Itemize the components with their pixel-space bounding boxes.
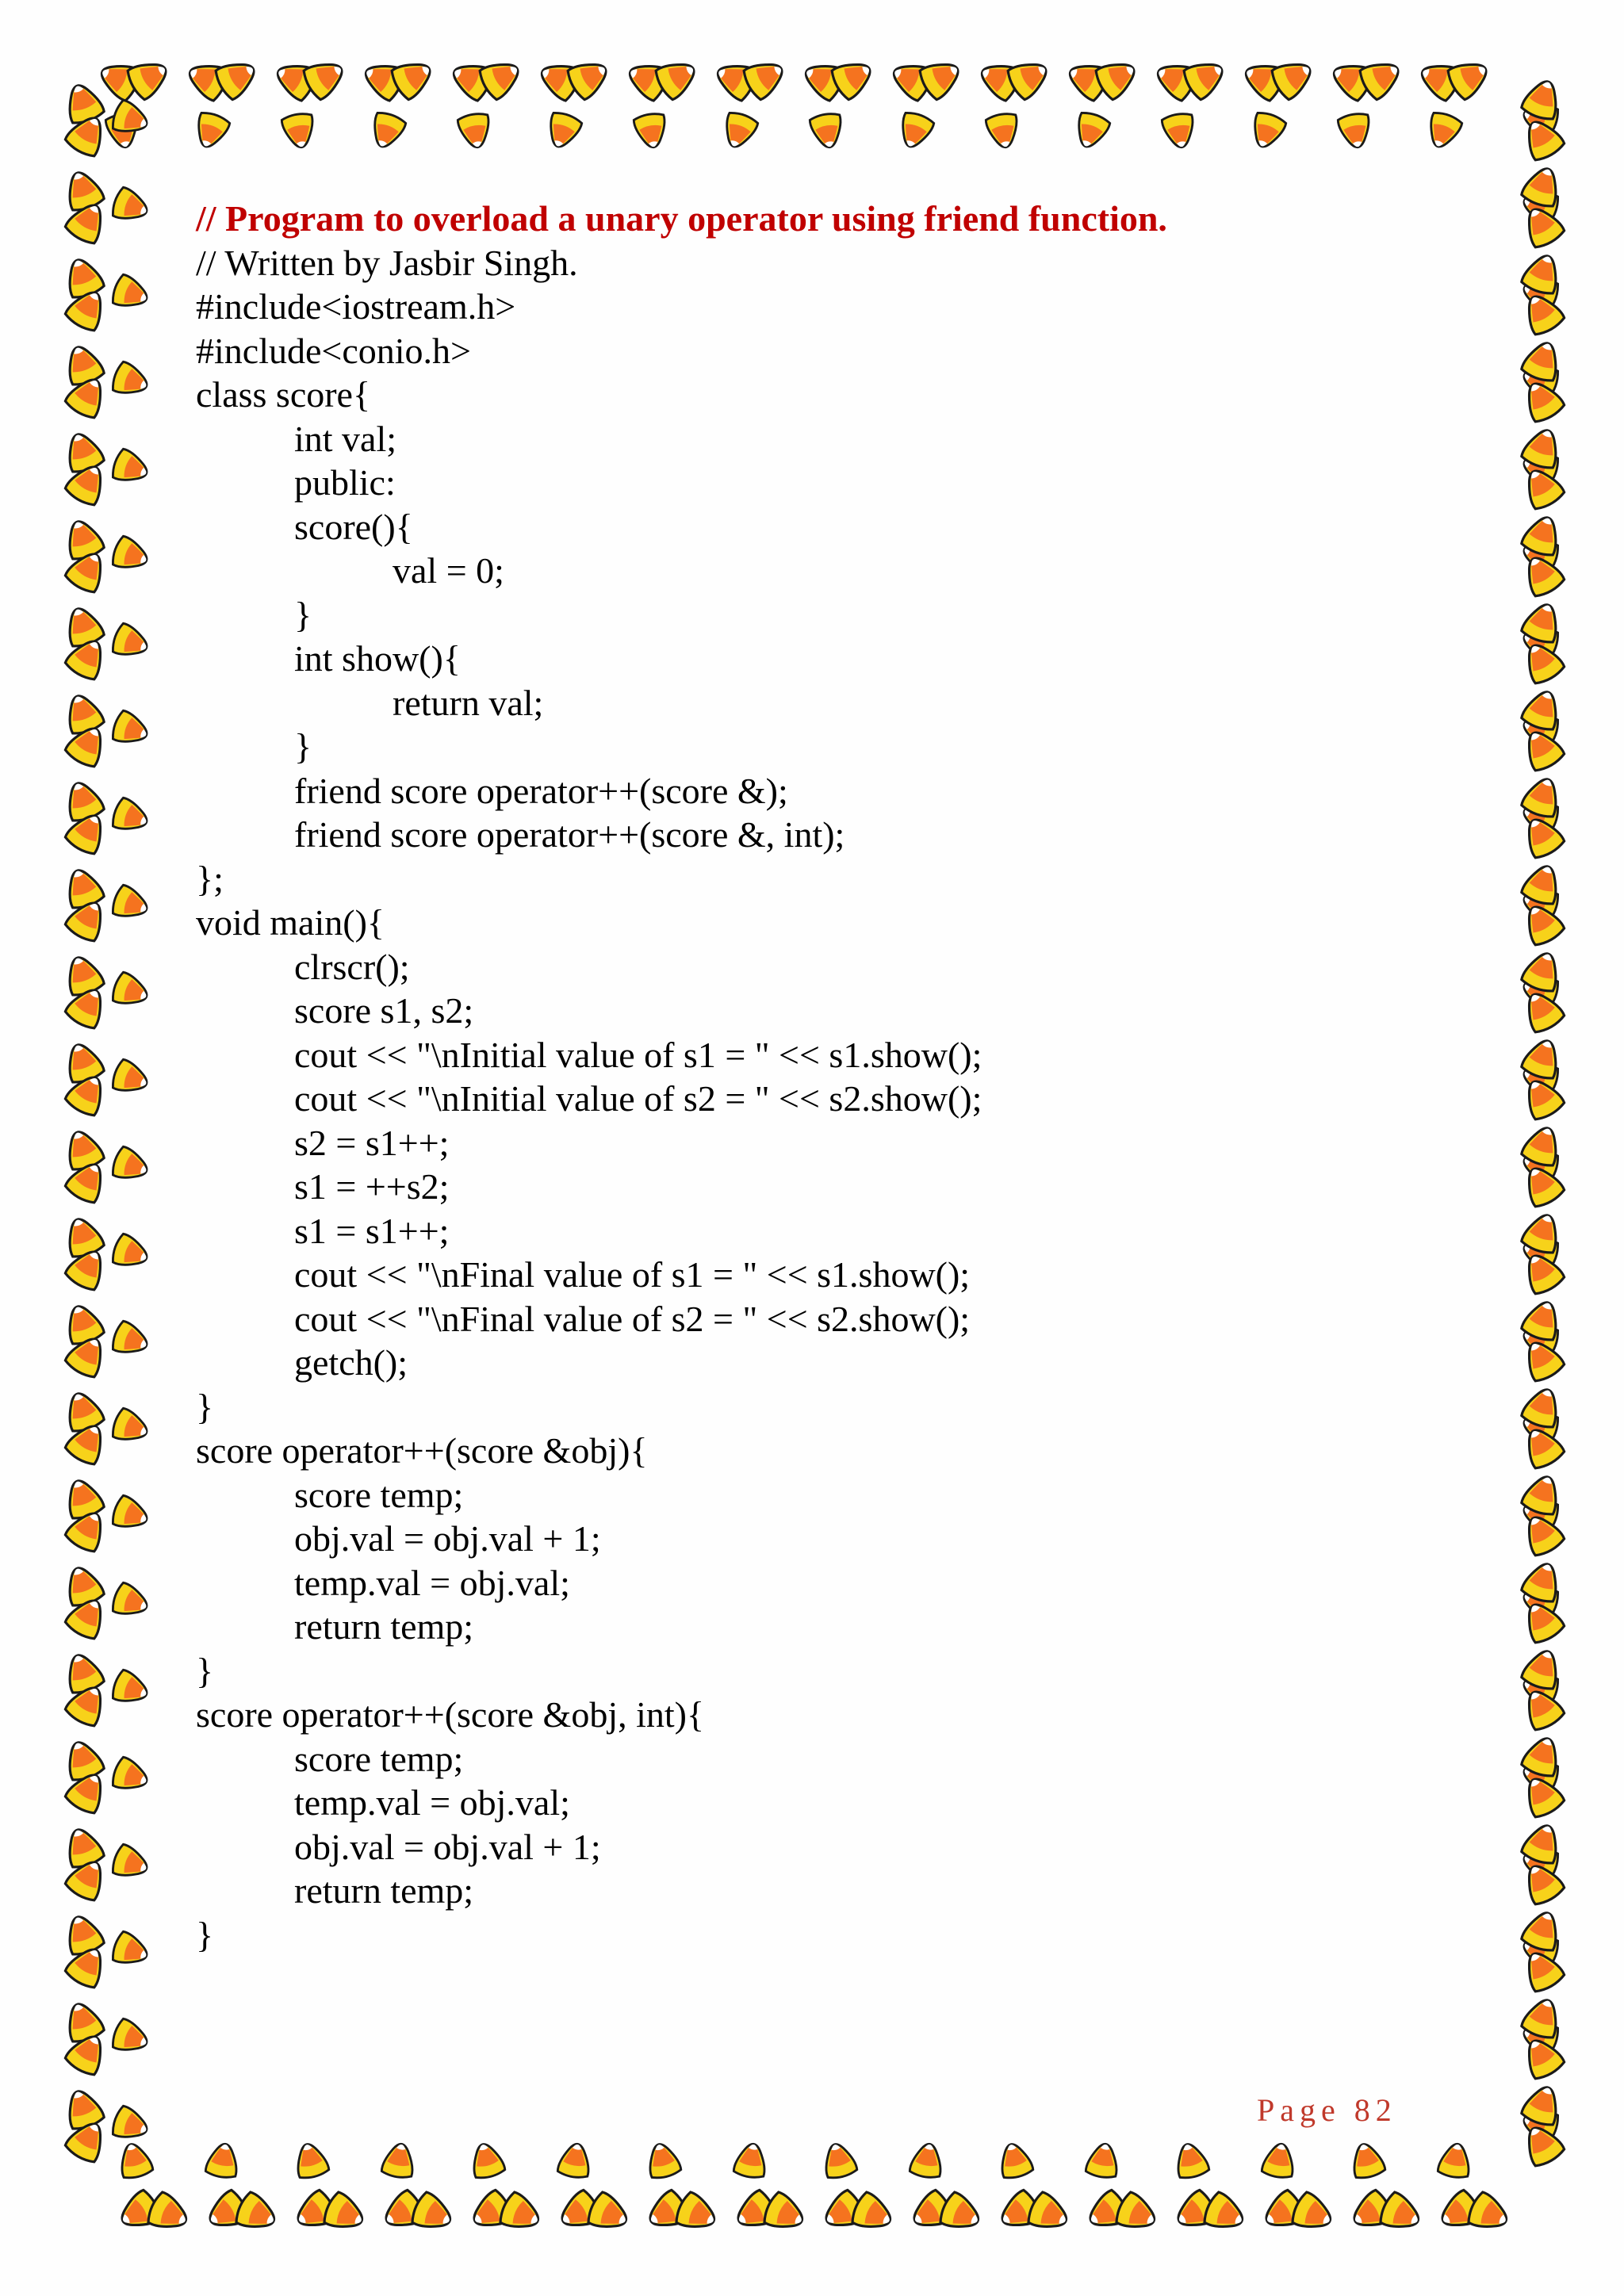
candy-corn-icon <box>1085 2141 1120 2179</box>
candy-corn-icon <box>1261 2141 1297 2179</box>
candy-corn-icon <box>61 1039 105 1085</box>
candy-corn-icon <box>110 1669 151 1709</box>
candy-corn-icon <box>61 691 105 737</box>
code-line: score temp; <box>294 1738 464 1779</box>
candy-corn-icon <box>61 80 105 126</box>
candy-corn-icon <box>820 2141 858 2180</box>
code-line: cout << "\nFinal value of s1 = " << s1.show(); <box>294 1254 971 1295</box>
candy-corn-icon <box>110 971 151 1012</box>
candy-corn-icon <box>1437 2141 1473 2179</box>
candy-corn-icon <box>110 535 151 576</box>
candy-corn-icon <box>809 112 845 150</box>
candy-corn-icon <box>61 1737 105 1783</box>
code-line: score operator++(score &obj, int){ <box>196 1694 705 1735</box>
candy-corn-icon <box>1172 2141 1210 2180</box>
code-line: void main(){ <box>196 902 385 943</box>
candy-corn-icon <box>205 2141 240 2179</box>
page-number: Page 82 <box>1257 2092 1397 2128</box>
code-line: } <box>294 594 312 635</box>
candy-corn-icon <box>110 797 151 837</box>
candy-corn-icon <box>110 1320 151 1360</box>
candy-corn-icon <box>110 186 151 227</box>
code-line: return temp; <box>294 1606 474 1647</box>
code-line: friend score operator++(score &); <box>294 770 788 811</box>
candy-corn-icon <box>281 112 316 150</box>
code-line: } <box>196 1914 214 1955</box>
candy-corn-icon <box>110 1582 151 1622</box>
code-line: s1 = ++s2; <box>294 1166 450 1207</box>
candy-corn-icon <box>985 112 1021 150</box>
code-line: #include<conio.h> <box>196 330 471 371</box>
candy-corn-icon <box>367 110 408 151</box>
code-line: cout << "\nInitial value of s1 = " << s1.show(); <box>294 1034 982 1075</box>
candy-corn-icon <box>110 1233 151 1273</box>
candy-corn-icon <box>110 884 151 924</box>
candy-corn-icon <box>110 1494 151 1535</box>
candy-corn-icon <box>110 2018 151 2058</box>
code-line: getch(); <box>294 1342 408 1383</box>
code-line: score operator++(score &obj){ <box>196 1430 648 1471</box>
candy-corn-icon <box>909 2141 944 2179</box>
candy-corn-icon <box>543 110 584 151</box>
code-line: cout << "\nInitial value of s2 = " << s2.show(); <box>294 1078 982 1119</box>
candy-corn-icon <box>61 167 105 213</box>
candy-corn-icon <box>557 2141 592 2179</box>
candy-corn-icon <box>110 361 151 401</box>
candy-corn-icon <box>110 274 151 314</box>
candy-corn-icon <box>468 2141 506 2180</box>
document-title: // Program to overload a unary operator using friend function. <box>196 198 1167 239</box>
candy-corn-icon <box>61 1824 105 1870</box>
candy-corn-icon <box>61 1563 105 1609</box>
candy-corn-icon <box>110 1407 151 1448</box>
candy-corn-icon <box>1247 110 1288 151</box>
code-line: score s1, s2; <box>294 990 474 1031</box>
candy-corn-icon <box>61 952 105 998</box>
candy-corn-icon <box>61 1650 105 1696</box>
candy-corn-icon <box>61 1388 105 1434</box>
code-line: s1 = s1++; <box>294 1210 450 1251</box>
candy-corn-icon <box>61 1999 105 2045</box>
candy-corn-icon <box>110 1756 151 1797</box>
candy-corn-icon <box>110 1843 151 1884</box>
code-line: }; <box>196 858 224 899</box>
code-line: int show(){ <box>294 638 461 679</box>
candy-corn-icon <box>996 2141 1034 2180</box>
candy-corn-icon <box>61 778 105 824</box>
code-line: #include<iostream.h> <box>196 286 516 327</box>
code-line: class score{ <box>196 374 371 415</box>
code-line: } <box>196 1386 214 1427</box>
candy-corn-icon <box>61 1911 105 1957</box>
code-line: friend score operator++(score &, int); <box>294 814 845 855</box>
code-line: } <box>294 726 312 767</box>
code-line: val = 0; <box>393 550 504 591</box>
candy-corn-icon <box>61 1301 105 1347</box>
code-listing <box>196 197 1465 1957</box>
code-line: cout << "\nFinal value of s2 = " << s2.show(); <box>294 1298 971 1339</box>
code-line: score temp; <box>294 1474 464 1515</box>
code-line: int val; <box>294 418 397 459</box>
candy-corn-icon <box>110 622 151 663</box>
candy-corn-icon <box>633 112 668 150</box>
candy-corn-icon <box>1161 112 1197 150</box>
candy-corn-icon <box>61 342 105 388</box>
code-line: temp.val = obj.val; <box>294 1562 570 1603</box>
candy-corn-icon <box>61 1475 105 1521</box>
candy-corn-icon <box>381 2141 416 2179</box>
candy-corn-icon <box>110 1058 151 1099</box>
code-line: score(){ <box>294 506 413 547</box>
candy-corn-icon <box>110 710 151 750</box>
code-line: return temp; <box>294 1870 474 1911</box>
code-line: clrscr(); <box>294 946 410 987</box>
code-line: public: <box>294 462 396 503</box>
candy-corn-icon <box>191 110 232 151</box>
candy-corn-icon <box>457 112 492 150</box>
candy-corn-icon <box>61 429 105 475</box>
code-line: } <box>196 1650 214 1691</box>
candy-corn-icon <box>61 516 105 562</box>
candy-corn-icon <box>110 1931 151 1971</box>
candy-corn-icon <box>61 2086 105 2132</box>
candy-corn-icon <box>719 110 760 151</box>
code-line: obj.val = obj.val + 1; <box>294 1518 601 1559</box>
candy-corn-icon <box>1071 110 1112 151</box>
candy-corn-icon <box>1348 2141 1386 2180</box>
candy-corn-icon <box>733 2141 768 2179</box>
candy-corn-icon <box>644 2141 682 2180</box>
candy-corn-icon <box>1423 110 1464 151</box>
candy-corn-icon <box>61 603 105 649</box>
candy-corn-icon <box>895 110 936 151</box>
candy-corn-icon <box>1337 112 1373 150</box>
candy-corn-icon <box>61 865 105 911</box>
code-line: return val; <box>393 682 544 723</box>
candy-corn-icon <box>61 254 105 300</box>
candy-corn-icon <box>110 1146 151 1186</box>
candy-corn-icon <box>61 1214 105 1260</box>
candy-corn-icon <box>116 2141 154 2180</box>
candy-corn-icon <box>292 2141 330 2180</box>
code-line: s2 = s1++; <box>294 1122 450 1163</box>
candy-corn-icon <box>61 1127 105 1173</box>
code-line: // Written by Jasbir Singh. <box>196 242 578 283</box>
code-line: obj.val = obj.val + 1; <box>294 1826 601 1867</box>
candy-corn-icon <box>110 448 151 488</box>
candy-corn-icon <box>110 2105 151 2145</box>
code-line: temp.val = obj.val; <box>294 1782 570 1823</box>
